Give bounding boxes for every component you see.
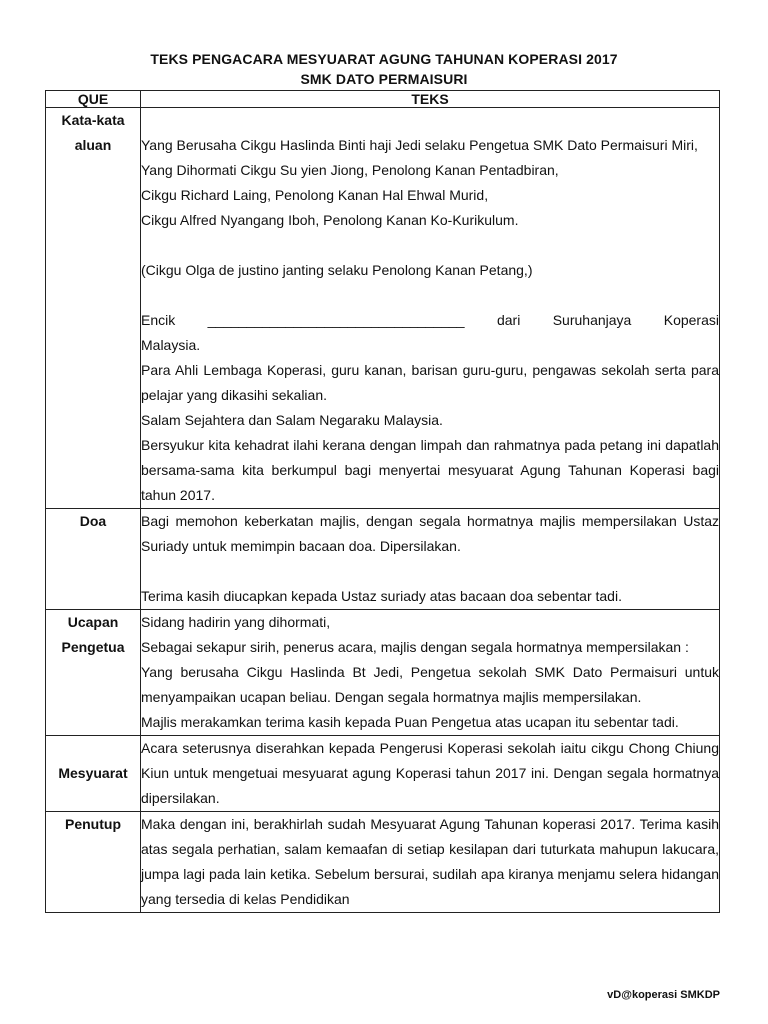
teks-cell (141, 812, 720, 913)
text-line: Cikgu Richard Laing, Penolong Kanan Hal Ehwal Murid, (141, 187, 489, 203)
text-line: Malaysia. (141, 337, 201, 353)
que-label: Kata-kata (61, 112, 125, 128)
row-mesyuarat (46, 736, 720, 812)
text-word: Suruhanjaya (552, 312, 632, 328)
text-line: Yang Berusaha Cikgu Haslinda Binti haji Jedi selaku Pengetua SMK Dato Permaisuri Miri, (141, 137, 698, 153)
encik-line (141, 308, 719, 333)
text-line: Yang Dihormati Cikgu Su yien Jiong, Penolong Kanan Pentadbiran, (141, 162, 559, 178)
que-cell (46, 108, 141, 509)
text-word: Koperasi (663, 312, 719, 328)
footer-credit: vD@koperasi SMKDP (607, 989, 720, 1001)
document-title: TEKS PENGACARA MESYUARAT AGUNG TAHUNAN KOPERASI 2017 (150, 51, 618, 67)
que-label: Ucapan (67, 614, 119, 630)
que-cell (46, 812, 141, 913)
text-line: (Cikgu Olga de justino janting selaku Penolong Kanan Petang,) (141, 262, 533, 278)
row-ucapan-pengetua (46, 610, 720, 736)
que-label: Mesyuarat (58, 765, 128, 781)
text-line: Majlis merakamkan terima kasih kepada Puan Pengetua atas ucapan itu sebentar tadi. (141, 714, 679, 730)
text-word: Encik (141, 312, 176, 328)
text-line: Bersyukur kita kehadrat ilahi kerana dengan limpah dan rahmatnya pada petang ini dapatlah bersama-sama kita berkumpul bagi menyertai mesyuarat Agung Tahunan Koperasi bagi tahun 2017. (141, 437, 719, 503)
teks-cell (141, 736, 720, 812)
teks-cell (141, 610, 720, 736)
teks-cell (141, 108, 720, 509)
text-line: Sebagai sekapur sirih, penerus acara, majlis dengan segala hormatnya mempersilakan : (141, 639, 689, 655)
row-doa (46, 509, 720, 610)
text-line: Acara seterusnya diserahkan kepada Pengerusi Koperasi sekolah iaitu cikgu Chong Chiung Kiun untuk mengetuai mesyuarat agung Koperasi tahun 2017 ini. Dengan segala hormatnya dipersilakan. (141, 740, 719, 806)
teks-cell (141, 509, 720, 610)
que-label: Penutup (65, 816, 121, 832)
script-table (45, 90, 720, 913)
text-line: Yang berusaha Cikgu Haslinda Bt Jedi, Pengetua sekolah SMK Dato Permaisuri untuk menyampaikan ucapan beliau. Dengan segala hormatnya majlis mempersilakan. (141, 664, 719, 705)
table-header-row (46, 91, 720, 108)
que-label: aluan (74, 137, 112, 153)
text-line: Maka dengan ini, berakhirlah sudah Mesyuarat Agung Tahunan koperasi 2017. Terima kasih atas segala perhatian, salam kemaafan di setiap kesilapan dari tuturkata mahupun lakucara, jumpa lagi pada lain ketika. Sebelum bersurai, sudilah apa kiranya menjamu selera hidangan yang tersedia di kelas Pendidikan (141, 816, 719, 907)
header-teks: TEKS (141, 91, 720, 108)
header-que: QUE (46, 91, 141, 108)
text-line: Salam Sejahtera dan Salam Negaraku Malaysia. (141, 412, 443, 428)
text-line: Bagi memohon keberkatan majlis, dengan segala hormatnya majlis mempersilakan Ustaz Suriady untuk memimpin bacaan doa. Dipersilakan. (141, 513, 719, 554)
que-cell (46, 509, 141, 610)
text-line: Para Ahli Lembaga Koperasi, guru kanan, barisan guru-guru, pengawas sekolah serta para pelajar yang dikasihi sekalian. (141, 362, 719, 403)
text-line: Sidang hadirin yang dihormati, (141, 614, 331, 630)
text-word: dari (496, 312, 521, 328)
que-cell (46, 736, 141, 812)
text-line: Terima kasih diucapkan kepada Ustaz suriady atas bacaan doa sebentar tadi. (141, 588, 622, 604)
blank-line: _________________________________ (207, 312, 465, 328)
que-cell (46, 610, 141, 736)
row-penutup (46, 812, 720, 913)
row-kata-kata-aluan (46, 108, 720, 509)
text-line: Cikgu Alfred Nyangang Iboh, Penolong Kanan Ko-Kurikulum. (141, 212, 519, 228)
que-label: Doa (79, 513, 107, 529)
que-label: Pengetua (61, 639, 125, 655)
document-subtitle: SMK DATO PERMAISURI (300, 71, 468, 87)
